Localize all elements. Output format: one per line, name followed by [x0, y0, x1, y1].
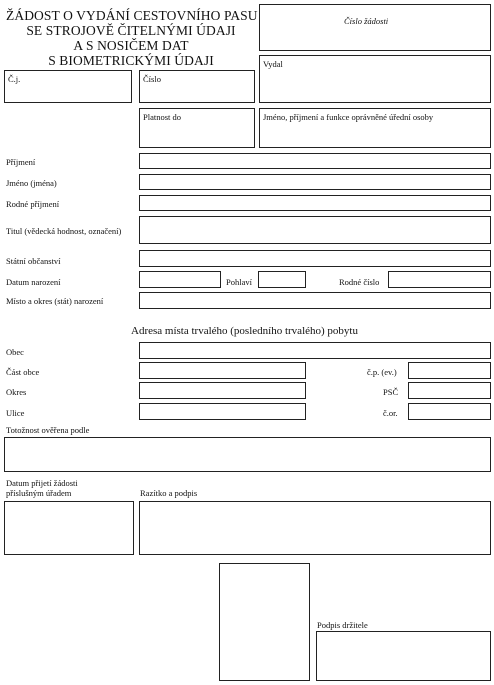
rodne-prijmeni-label: Rodné příjmení	[6, 199, 60, 209]
datum-prijeti-field[interactable]	[4, 501, 134, 555]
pohlavi-field[interactable]	[258, 271, 306, 288]
cislo-label: Číslo	[143, 74, 161, 84]
vydal-label: Vydal	[263, 59, 283, 69]
razitko-label: Razítko a podpis	[140, 488, 198, 498]
cj-label: Č.j.	[8, 74, 21, 84]
psc-field[interactable]	[408, 382, 491, 399]
prijmeni-field[interactable]	[139, 153, 491, 169]
cj-box[interactable]	[4, 70, 132, 103]
vydal-box[interactable]	[259, 55, 491, 103]
cor-label: č.or.	[383, 408, 398, 418]
cislo-zadosti-label: Číslo žádosti	[344, 16, 389, 26]
okres-label: Okres	[6, 387, 27, 397]
cast-obce-field[interactable]	[139, 362, 306, 379]
photo-box[interactable]	[219, 563, 310, 681]
okres-field[interactable]	[139, 382, 306, 399]
title-line-4: S BIOMETRICKÝMI ÚDAJI	[48, 53, 214, 68]
cast-obce-label: Část obce	[6, 367, 40, 377]
totoznost-label: Totožnost ověřena podle	[6, 425, 90, 435]
jmeno-funkce-box[interactable]	[259, 108, 491, 148]
ulice-field[interactable]	[139, 403, 306, 420]
platnost-do-box[interactable]	[139, 108, 255, 148]
jmeno-field[interactable]	[139, 174, 491, 190]
misto-narozeni-field[interactable]	[139, 292, 491, 309]
ulice-label: Ulice	[6, 408, 25, 418]
statni-obcanstvi-label: Státní občanství	[6, 256, 61, 266]
misto-narozeni-label: Místo a okres (stát) narození	[6, 296, 104, 306]
rodne-cislo-label: Rodné číslo	[339, 277, 380, 287]
title-line-3: A S NOSIČEM DAT	[73, 38, 189, 53]
title-line-2: SE STROJOVĚ ČITELNÝMI ÚDAJI	[26, 23, 236, 38]
datum-prijeti-label-1: Datum přijetí žádosti	[6, 478, 78, 488]
podpis-label: Podpis držitele	[317, 620, 368, 630]
rodne-prijmeni-field[interactable]	[139, 195, 491, 211]
platnost-do-label: Platnost do	[143, 112, 182, 122]
pohlavi-label: Pohlaví	[226, 277, 252, 287]
titul-field[interactable]	[139, 216, 491, 244]
address-heading: Adresa místa trvalého (posledního trvalého) pobytu	[131, 325, 358, 337]
psc-label: PSČ	[383, 387, 399, 397]
cp-label: č.p. (ev.)	[367, 367, 397, 377]
cislo-box[interactable]	[139, 70, 255, 103]
cor-field[interactable]	[408, 403, 491, 420]
titul-label: Titul (vědecká hodnost, označení)	[6, 226, 122, 236]
cislo-zadosti-box[interactable]	[259, 4, 491, 51]
totoznost-field[interactable]	[4, 437, 491, 472]
rodne-cislo-field[interactable]	[388, 271, 491, 288]
prijmeni-label: Příjmení	[6, 157, 36, 167]
datum-prijeti-label-2: příslušným úřadem	[6, 488, 72, 498]
title-line-1: ŽÁDOST O VYDÁNÍ CESTOVNÍHO PASU	[6, 8, 258, 23]
podpis-field[interactable]	[316, 631, 491, 681]
datum-narozeni-label: Datum narození	[6, 277, 61, 287]
statni-obcanstvi-field[interactable]	[139, 250, 491, 267]
jmeno-label: Jméno (jména)	[6, 178, 57, 188]
obec-field[interactable]	[139, 342, 491, 359]
obec-label: Obec	[6, 347, 24, 357]
cp-field[interactable]	[408, 362, 491, 379]
datum-narozeni-field[interactable]	[139, 271, 221, 288]
razitko-field[interactable]	[139, 501, 491, 555]
jmeno-funkce-label: Jméno, příjmení a funkce oprávněné úřední osoby	[263, 112, 434, 122]
form-title	[6, 8, 256, 68]
